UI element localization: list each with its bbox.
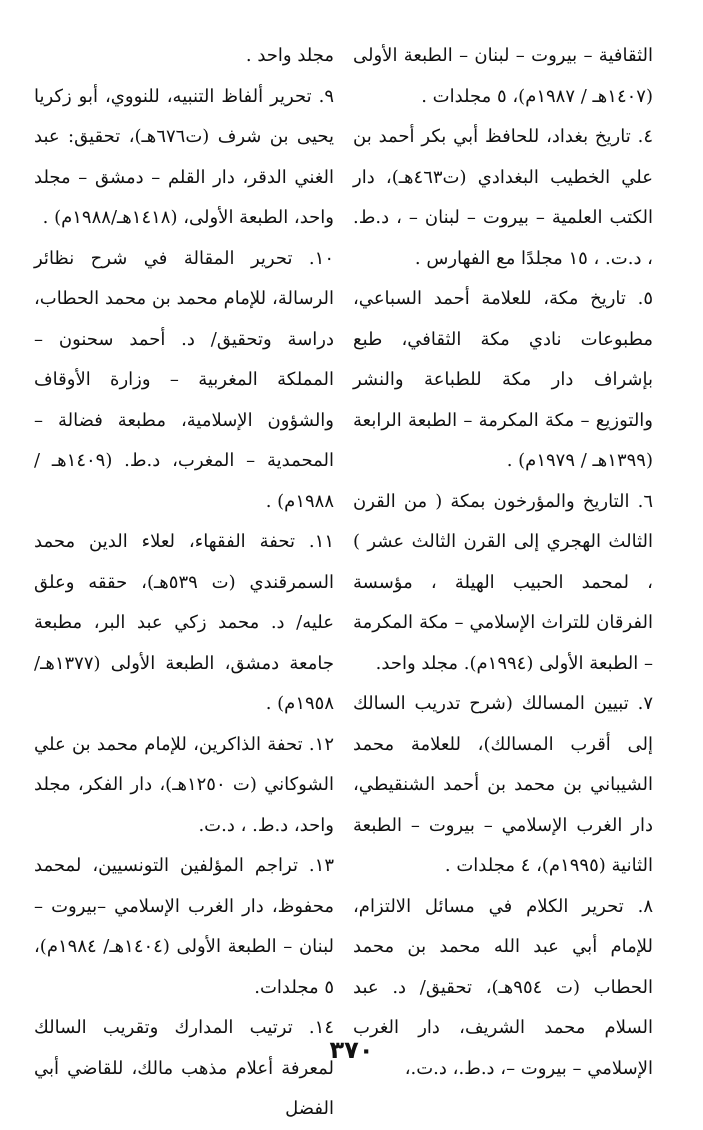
right-column	[353, 36, 654, 1079]
entry-continuation: مجلد واحد .	[245, 45, 334, 66]
bibliography-entry-11: ١١. تحفة الفقهاء، لعلاء الدين محمد السمرقندي (ت ٥٣٩هـ)، حققه وعلق عليه/ د. محمد زكي عبد البر، مطبعة جامعة دمشق، الطبعة الأولى (١٣٧٧هـ/ ١٩٥٨م) .	[34, 531, 334, 714]
bibliography-entry-8: ٨. تحرير الكلام في مسائل الالتزام، للإمام أبي عبد الله محمد بن محمد الحطاب (ت ٩٥٤هـ)، تحقيق/ د. عبد السلام محمد الشريف، دار الغرب الإسلامي – بيروت –، د.ط.، د.ت.،	[353, 895, 653, 1079]
bibliography-entry-5: ٥. تاريخ مكة، للعلامة أحمد السباعي، مطبوعات نادي مكة الثقافي، طبع بإشراف دار مكة للطباعة والنشر والتوزيع – مكة المكرمة – الطبعة الرابعة (١٣٩٩هـ / ١٩٧٩م) .	[353, 288, 653, 471]
bibliography-entry-7: ٧. تبيين المسالك (شرح تدريب السالك إلى أقرب المسالك)، للعلامة محمد الشيباني بن محمد بن أحمد الشنقيطي، دار الغرب الإسلامي – بيروت – الطبعة الثانية (١٩٩٥م)، ٤ مجلدات .	[353, 693, 653, 876]
bibliography-entry-9: ٩. تحرير ألفاظ التنبيه، للنووي، أبو زكريا يحيى بن شرف (ت٦٧٦هـ)، تحقيق: عبد الغني الدقر، دار القلم – دمشق – مجلد واحد، الطبعة الأولى، (١٤١٨هـ/١٩٨٨م) .	[34, 85, 334, 228]
bibliography-entry-6: ٦. التاريخ والمؤرخون بمكة ( من القرن الثالث الهجري إلى القرن الثالث عشر ) ، لمحمد الحبيب الهيلة ، مؤسسة الفرقان للتراث الإسلامي – مكة المكرمة – الطبعة الأولى (١٩٩٤م). مجلد واحد.	[353, 490, 653, 674]
entry-continuation: الثقافية – بيروت – لبنان – الطبعة الأولى (١٤٠٧هـ / ١٩٨٧م)، ٥ مجلدات .	[353, 45, 653, 107]
bibliography-entry-12: ١٢. تحفة الذاكرين، للإمام محمد بن علي الشوكاني (ت ١٢٥٠هـ)، دار الفكر، مجلد واحد، د.ط. ، د.ت.	[34, 733, 334, 836]
bibliography-entry-14: ١٤. ترتيب المدارك وتقريب السالك لمعرفة أعلام مذهب مالك، للقاضي أبي الفضل	[34, 1017, 334, 1119]
page-number: ٣٧٠	[329, 1036, 374, 1064]
bibliography-entry-4: ٤. تاريخ بغداد، للحافظ أبي بكر أحمد بن علي الخطيب البغدادي (ت٤٦٣هـ)، دار الكتب العلمية – بيروت – لبنان – ، د.ط. ، د.ت. ، ١٥ مجلدًا مع الفهارس .	[353, 126, 654, 269]
left-column	[34, 36, 334, 1119]
bibliography-entry-13: ١٣. تراجم المؤلفين التونسيين، لمحمد محفوظ، دار الغرب الإسلامي –بيروت – لبنان – الطبعة الأولى (١٤٠٤هـ/ ١٩٨٤م)، ٥ مجلدات.	[34, 855, 334, 998]
bibliography-entry-10: ١٠. تحرير المقالة في شرح نظائر الرسالة، للإمام محمد بن محمد الحطاب، دراسة وتحقيق/ د. أحمد سحنون – المملكة المغربية – وزارة الأوقاف والشؤون الإسلامية، مطبعة فضالة – المحمدية – المغرب، د.ط. (١٤٠٩هـ / ١٩٨٨م) .	[34, 247, 334, 512]
